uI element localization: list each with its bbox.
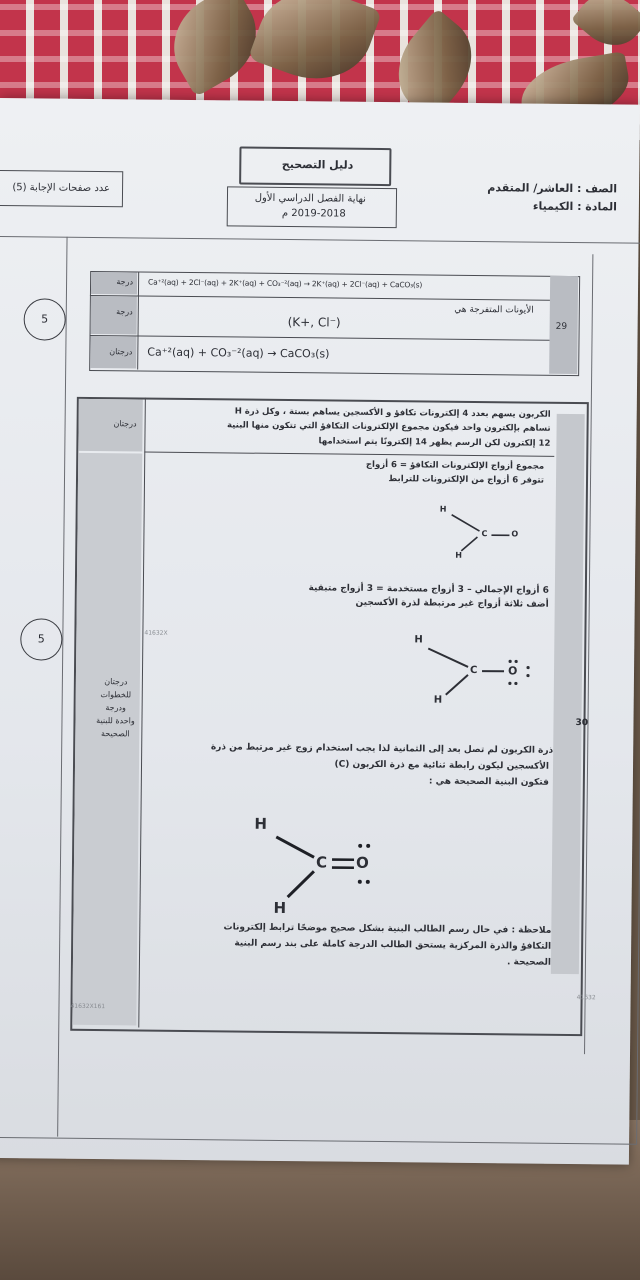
atom-h: H <box>455 550 462 560</box>
q30-para4-line3: فتكون البنية الصحيحة هي : <box>428 776 549 788</box>
q29-total: 5 <box>41 312 49 326</box>
pages-box <box>0 170 123 207</box>
q30-para3-line1: 6 أزواج الإجمالي – 3 أزواج مستخدمة = 3 أزواج متبقية <box>308 583 549 596</box>
answer-key-paper <box>0 98 640 1165</box>
q30-mark-side: درجتان للخطوات ودرجة واحدة للبنية الصحيحة <box>96 677 135 739</box>
term-box <box>227 186 397 228</box>
q30-para3-line2: أضف ثلاثة أزواج غير مرتبطة لذرة الأكسجين <box>355 597 549 610</box>
q30-para2-line2: تتوفر 6 أزواج من الإلكترونات للترابط <box>388 474 545 486</box>
atom-c: C <box>481 529 488 539</box>
faint-code: 41632 <box>576 994 596 1002</box>
atom-h: H <box>414 634 423 646</box>
year-line: 2019-2018 م <box>281 207 346 220</box>
answer-key-title: دليل التصحيح <box>281 157 354 172</box>
q30-number-column <box>551 414 585 974</box>
subject-label: المادة : الكيمياء <box>532 199 617 214</box>
q29-full-equation: Ca⁺²(aq) + 2Cl⁻(aq) + 2K⁺(aq) + CO₃⁻²(aq) → 2K⁺(aq) + 2Cl⁻(aq) + CaCO₃(s) <box>148 277 423 290</box>
q29-spectator-ions: (K+, Cl⁻) <box>287 315 341 330</box>
q29-score-circle <box>23 298 65 340</box>
note-line2: التكافؤ والذرة المركزية يستحق الطالب الدرجة كاملة على بند رسم البنية <box>234 938 552 952</box>
q30-mark-top: درجتان <box>113 419 137 429</box>
note-line1: ملاحظة : في حال رسم الطالب البنية بشكل صحيح موضحًا ترابط إلكترونات <box>223 922 552 936</box>
atom-h: H <box>439 504 447 514</box>
note-line3: الصحيحة . <box>506 957 552 968</box>
atom-h: H <box>273 898 287 918</box>
term-line: نهاية الفصل الدراسي الأول <box>254 192 367 205</box>
atom-o: O <box>511 529 519 539</box>
q29-mark-1: درجة <box>116 277 134 287</box>
lewis-structure-step2 <box>406 632 547 713</box>
q29-mark-3: درجتان <box>109 347 133 357</box>
q29-net-equation: Ca⁺²(aq) + CO₃⁻²(aq) → CaCO₃(s) <box>147 345 330 361</box>
q30-para1-line1: الكربون يسهم بعدد 4 إلكترونات تكافؤ و الأكسجين يساهم بستة ، وكل ذرة H <box>234 406 551 420</box>
faint-code: 41632X161 <box>70 1002 106 1011</box>
q29-spectator-label: الأيونات المتفرجة هي <box>454 304 534 316</box>
atom-c: C <box>469 664 478 677</box>
q29-mark-2: درجة <box>116 307 133 317</box>
class-label: الصف : العاشر/ المتقدم <box>487 181 618 196</box>
q29-number: 29 <box>555 321 568 332</box>
q30-para1-line2: تساهم بإلكترون واحد فيكون مجموع الإلكترونات التكافؤ التي تتكون منها البنية <box>227 420 551 434</box>
q30-para4-line1: ذرة الكربون لم تصل بعد إلى الثمانية لذا يجب استخدام زوج غير مرتبط من ذرة <box>210 742 554 756</box>
atom-h: H <box>433 694 443 706</box>
lewis-structure-final <box>241 813 392 925</box>
q30-score-circle <box>20 618 62 660</box>
atom-h: H <box>254 814 268 833</box>
q30-para4-line2: الأكسجين ليكون رابطة ثنائية مع ذرة الكربون (C) <box>334 759 550 772</box>
lewis-structure-step1 <box>435 505 536 566</box>
faint-code: 41632X <box>144 629 168 637</box>
q30-number: 30 <box>575 718 589 729</box>
q30-total: 5 <box>37 632 45 646</box>
q30-para2-line1: مجموع أزواج الإلكترونات التكافؤ = 6 أزواج <box>365 459 545 472</box>
answer-key-title-box <box>239 147 391 187</box>
q30-para1-line3: 12 إلكترون لكن الرسم يظهر 14 إلكترونًا يتم استخدامها <box>318 436 551 449</box>
atom-o: O <box>507 664 518 678</box>
atom-o: O <box>355 853 369 872</box>
atom-c: C <box>315 853 328 872</box>
pages-label: عدد صفحات الإجابة (5) <box>12 182 111 195</box>
